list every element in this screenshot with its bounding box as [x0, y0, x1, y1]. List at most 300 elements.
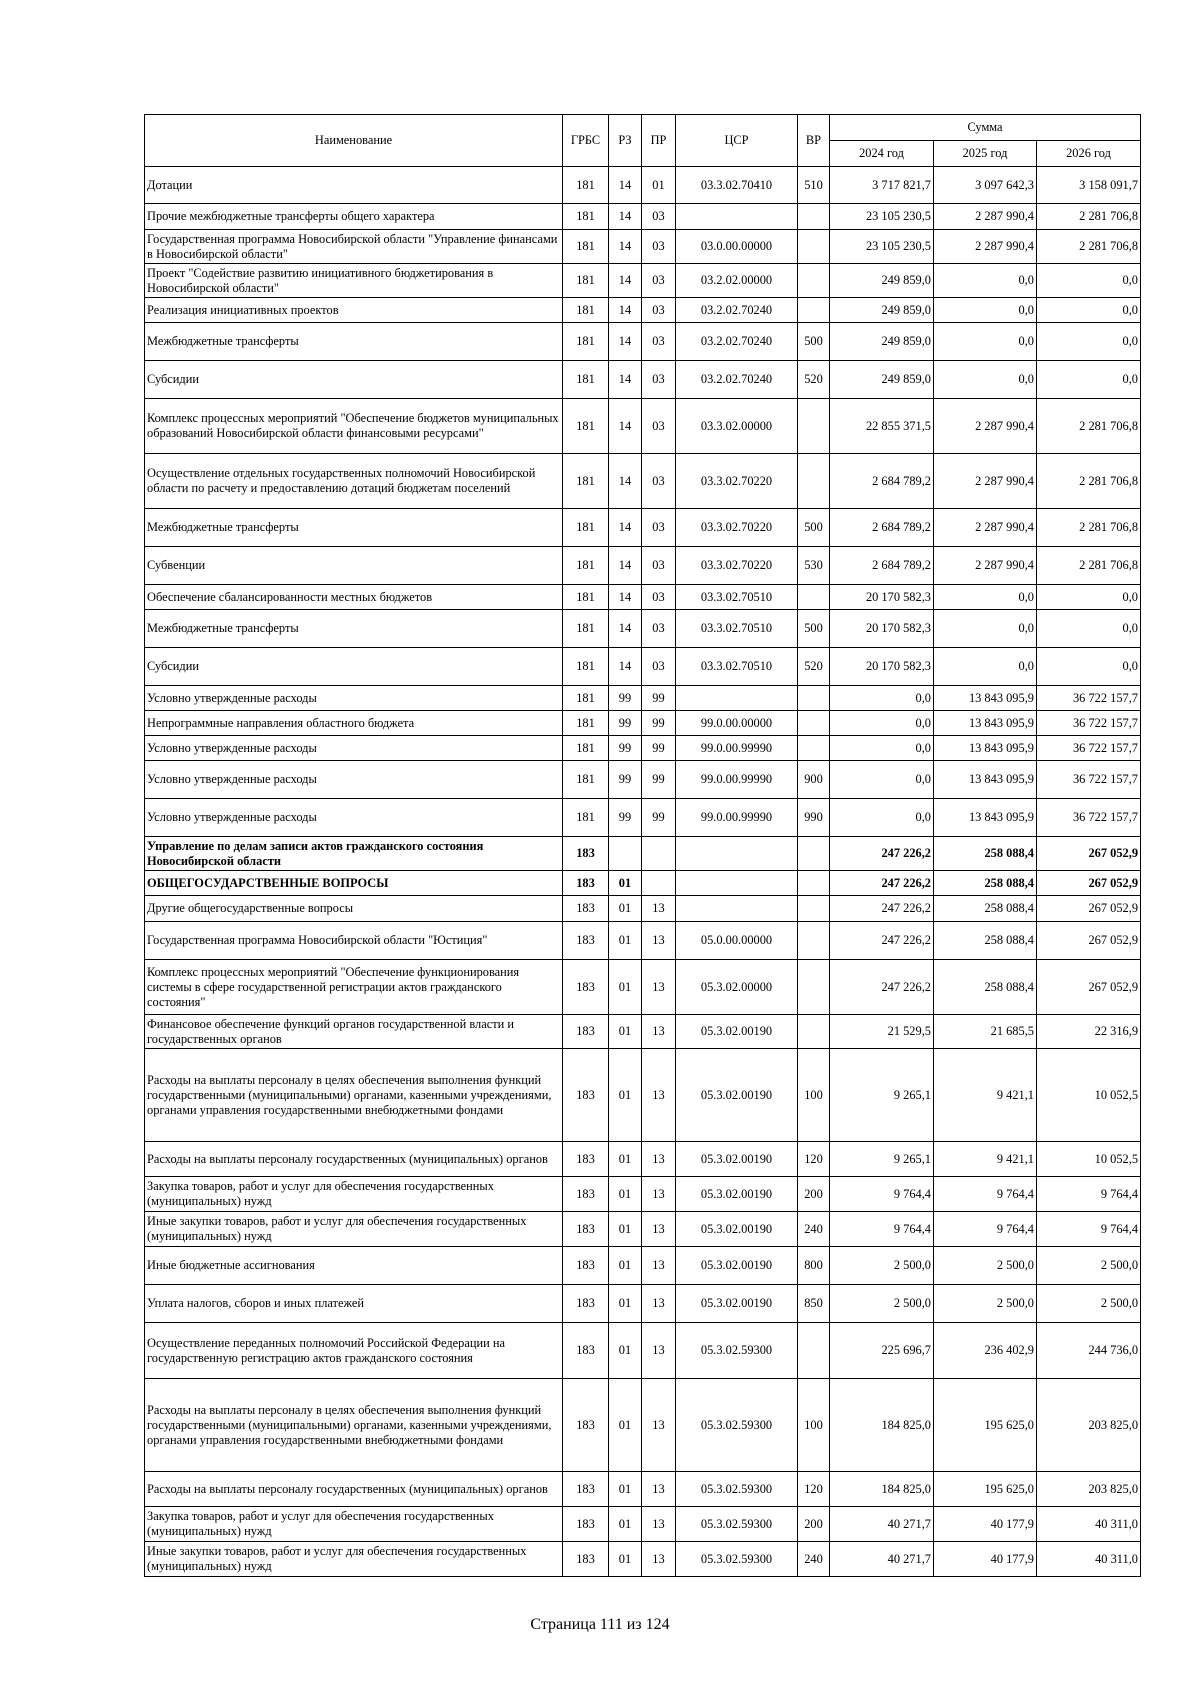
- cell-vr: [798, 896, 830, 922]
- cell-2026: 10 052,5: [1037, 1049, 1141, 1142]
- cell-grbs: 181: [563, 204, 609, 230]
- cell-2026: 36 722 157,7: [1037, 711, 1141, 736]
- table-row: [145, 1247, 1141, 1285]
- cell-vr: 990: [798, 799, 830, 837]
- cell-grbs: 181: [563, 361, 609, 399]
- cell-2026: 36 722 157,7: [1037, 799, 1141, 837]
- cell-2024: 20 170 582,3: [830, 585, 934, 610]
- cell-vr: [798, 454, 830, 509]
- cell-rz: 14: [609, 585, 642, 610]
- cell-grbs: 183: [563, 1212, 609, 1247]
- cell-name: ОБЩЕГОСУДАРСТВЕННЫЕ ВОПРОСЫ: [145, 871, 563, 896]
- cell-2024: 249 859,0: [830, 361, 934, 399]
- table-row: [145, 399, 1141, 454]
- cell-2024: 2 684 789,2: [830, 509, 934, 547]
- cell-vr: 500: [798, 323, 830, 361]
- cell-name: Государственная программа Новосибирской области "Юстиция": [145, 922, 563, 960]
- cell-name: Осуществление переданных полномочий Российской Федерации на государственную регистрацию актов гражданского состояния: [145, 1323, 563, 1379]
- cell-2026: 2 281 706,8: [1037, 509, 1141, 547]
- cell-rz: 01: [609, 1015, 642, 1049]
- cell-grbs: 181: [563, 454, 609, 509]
- cell-pr: 03: [642, 648, 676, 686]
- cell-2026: 203 825,0: [1037, 1472, 1141, 1507]
- cell-rz: 99: [609, 761, 642, 799]
- cell-2024: 20 170 582,3: [830, 610, 934, 648]
- cell-2025: 40 177,9: [934, 1507, 1037, 1542]
- cell-2025: 2 287 990,4: [934, 204, 1037, 230]
- cell-pr: 99: [642, 761, 676, 799]
- table-row: [145, 1379, 1141, 1472]
- cell-name: Иные бюджетные ассигнования: [145, 1247, 563, 1285]
- cell-vr: 500: [798, 610, 830, 648]
- cell-vr: [798, 399, 830, 454]
- cell-2024: 184 825,0: [830, 1472, 934, 1507]
- cell-pr: 03: [642, 298, 676, 323]
- cell-vr: [798, 264, 830, 298]
- cell-vr: [798, 298, 830, 323]
- cell-2026: 0,0: [1037, 610, 1141, 648]
- cell-2025: 2 287 990,4: [934, 547, 1037, 585]
- cell-grbs: 181: [563, 323, 609, 361]
- cell-name: Условно утвержденные расходы: [145, 761, 563, 799]
- cell-2025: 3 097 642,3: [934, 167, 1037, 204]
- cell-2026: 3 158 091,7: [1037, 167, 1141, 204]
- table-row: [145, 610, 1141, 648]
- cell-pr: 03: [642, 585, 676, 610]
- cell-csr: 03.2.02.70240: [676, 361, 798, 399]
- cell-vr: 530: [798, 547, 830, 585]
- cell-2026: 40 311,0: [1037, 1507, 1141, 1542]
- cell-pr: 03: [642, 323, 676, 361]
- cell-csr: 05.3.02.59300: [676, 1507, 798, 1542]
- cell-2025: 13 843 095,9: [934, 799, 1037, 837]
- cell-name: Прочие межбюджетные трансферты общего характера: [145, 204, 563, 230]
- cell-pr: 13: [642, 1542, 676, 1577]
- cell-2025: 0,0: [934, 361, 1037, 399]
- cell-2026: 244 736,0: [1037, 1323, 1141, 1379]
- cell-grbs: 183: [563, 960, 609, 1015]
- cell-2024: 40 271,7: [830, 1507, 934, 1542]
- cell-2024: 247 226,2: [830, 960, 934, 1015]
- cell-csr: 05.3.02.00190: [676, 1285, 798, 1323]
- cell-name: Комплекс процессных мероприятий "Обеспечение функционирования системы в сфере государственной регистрации актов гражданского состояния": [145, 960, 563, 1015]
- table-row: [145, 1542, 1141, 1577]
- cell-rz: 14: [609, 298, 642, 323]
- cell-vr: [798, 1323, 830, 1379]
- cell-pr: 03: [642, 264, 676, 298]
- cell-vr: 200: [798, 1507, 830, 1542]
- cell-2025: 2 500,0: [934, 1247, 1037, 1285]
- cell-grbs: 183: [563, 1379, 609, 1472]
- cell-name: Субсидии: [145, 361, 563, 399]
- cell-csr: 05.3.02.59300: [676, 1472, 798, 1507]
- cell-pr: 13: [642, 1285, 676, 1323]
- cell-csr: 05.0.00.00000: [676, 922, 798, 960]
- cell-2026: 36 722 157,7: [1037, 736, 1141, 761]
- cell-2024: 247 226,2: [830, 896, 934, 922]
- cell-2026: 9 764,4: [1037, 1177, 1141, 1212]
- cell-2025: 9 421,1: [934, 1142, 1037, 1177]
- cell-vr: [798, 871, 830, 896]
- cell-csr: [676, 896, 798, 922]
- cell-2026: 36 722 157,7: [1037, 686, 1141, 711]
- cell-vr: 120: [798, 1472, 830, 1507]
- cell-name: Обеспечение сбалансированности местных бюджетов: [145, 585, 563, 610]
- cell-pr: 13: [642, 1015, 676, 1049]
- cell-name: Закупка товаров, работ и услуг для обеспечения государственных (муниципальных) нужд: [145, 1507, 563, 1542]
- cell-csr: 05.3.02.59300: [676, 1379, 798, 1472]
- cell-grbs: 181: [563, 711, 609, 736]
- table-row: [145, 1015, 1141, 1049]
- cell-rz: 01: [609, 1247, 642, 1285]
- cell-rz: 01: [609, 1212, 642, 1247]
- cell-rz: 99: [609, 711, 642, 736]
- cell-pr: 99: [642, 736, 676, 761]
- cell-rz: 01: [609, 1285, 642, 1323]
- cell-grbs: 181: [563, 230, 609, 264]
- cell-grbs: 183: [563, 1323, 609, 1379]
- cell-2026: 2 281 706,8: [1037, 399, 1141, 454]
- cell-2024: 247 226,2: [830, 871, 934, 896]
- cell-csr: 03.2.02.70240: [676, 323, 798, 361]
- table-row: [145, 323, 1141, 361]
- cell-vr: 120: [798, 1142, 830, 1177]
- cell-name: Другие общегосударственные вопросы: [145, 896, 563, 922]
- cell-vr: 240: [798, 1212, 830, 1247]
- cell-2025: 9 764,4: [934, 1212, 1037, 1247]
- cell-2026: 267 052,9: [1037, 896, 1141, 922]
- table-row: [145, 547, 1141, 585]
- cell-grbs: 183: [563, 1542, 609, 1577]
- cell-rz: 14: [609, 361, 642, 399]
- cell-pr: 03: [642, 547, 676, 585]
- cell-2025: 2 287 990,4: [934, 509, 1037, 547]
- cell-2025: 258 088,4: [934, 896, 1037, 922]
- cell-vr: [798, 204, 830, 230]
- table-row: [145, 736, 1141, 761]
- page-number: Страница 111 из 124: [530, 1616, 670, 1633]
- cell-2025: 21 685,5: [934, 1015, 1037, 1049]
- cell-rz: 01: [609, 1542, 642, 1577]
- cell-2025: 0,0: [934, 298, 1037, 323]
- table-row: [145, 1507, 1141, 1542]
- header-rz: РЗ: [609, 115, 642, 167]
- cell-grbs: 183: [563, 1049, 609, 1142]
- cell-rz: 14: [609, 204, 642, 230]
- cell-pr: 13: [642, 1049, 676, 1142]
- cell-name: Условно утвержденные расходы: [145, 799, 563, 837]
- table-row: [145, 871, 1141, 896]
- cell-2025: 2 287 990,4: [934, 454, 1037, 509]
- cell-pr: 13: [642, 1323, 676, 1379]
- cell-pr: 13: [642, 896, 676, 922]
- cell-name: Субсидии: [145, 648, 563, 686]
- cell-name: Субвенции: [145, 547, 563, 585]
- cell-rz: 01: [609, 1472, 642, 1507]
- table-row: [145, 1212, 1141, 1247]
- cell-2026: 2 500,0: [1037, 1285, 1141, 1323]
- table-row: [145, 361, 1141, 399]
- cell-pr: 13: [642, 922, 676, 960]
- cell-pr: [642, 871, 676, 896]
- cell-rz: [609, 837, 642, 871]
- cell-pr: 03: [642, 230, 676, 264]
- cell-vr: [798, 1015, 830, 1049]
- cell-name: Государственная программа Новосибирской области "Управление финансами в Новосибирской области": [145, 230, 563, 264]
- cell-rz: 14: [609, 264, 642, 298]
- cell-2024: 2 500,0: [830, 1285, 934, 1323]
- cell-grbs: 181: [563, 264, 609, 298]
- cell-grbs: 183: [563, 871, 609, 896]
- cell-rz: 01: [609, 1177, 642, 1212]
- cell-name: Иные закупки товаров, работ и услуг для обеспечения государственных (муниципальных) нужд: [145, 1542, 563, 1577]
- cell-csr: 05.3.02.00190: [676, 1247, 798, 1285]
- table-row: [145, 922, 1141, 960]
- cell-csr: 03.3.02.70220: [676, 454, 798, 509]
- table-row: [145, 264, 1141, 298]
- cell-vr: 850: [798, 1285, 830, 1323]
- cell-2025: 2 500,0: [934, 1285, 1037, 1323]
- cell-csr: 05.3.02.59300: [676, 1323, 798, 1379]
- cell-rz: 01: [609, 1379, 642, 1472]
- cell-2026: 10 052,5: [1037, 1142, 1141, 1177]
- cell-grbs: 181: [563, 736, 609, 761]
- cell-pr: 03: [642, 509, 676, 547]
- cell-vr: [798, 711, 830, 736]
- table-row: [145, 1472, 1141, 1507]
- cell-name: Непрограммные направления областного бюджета: [145, 711, 563, 736]
- cell-pr: 03: [642, 454, 676, 509]
- cell-vr: [798, 230, 830, 264]
- cell-2024: 21 529,5: [830, 1015, 934, 1049]
- cell-2026: 0,0: [1037, 298, 1141, 323]
- cell-rz: 99: [609, 736, 642, 761]
- cell-grbs: 181: [563, 547, 609, 585]
- cell-grbs: 183: [563, 1015, 609, 1049]
- cell-rz: 01: [609, 896, 642, 922]
- cell-2025: 0,0: [934, 610, 1037, 648]
- table-row: [145, 1142, 1141, 1177]
- cell-pr: 13: [642, 1472, 676, 1507]
- cell-vr: 200: [798, 1177, 830, 1212]
- cell-2025: 0,0: [934, 323, 1037, 361]
- cell-2025: 9 764,4: [934, 1177, 1037, 1212]
- cell-2025: 195 625,0: [934, 1379, 1037, 1472]
- table-row: [145, 167, 1141, 204]
- cell-2024: 20 170 582,3: [830, 648, 934, 686]
- cell-2024: 9 265,1: [830, 1142, 934, 1177]
- cell-2026: 2 281 706,8: [1037, 547, 1141, 585]
- budget-table-page: [144, 114, 1140, 1577]
- cell-name: Дотации: [145, 167, 563, 204]
- cell-2024: 23 105 230,5: [830, 204, 934, 230]
- cell-2026: 0,0: [1037, 264, 1141, 298]
- cell-name: Межбюджетные трансферты: [145, 323, 563, 361]
- cell-2026: 2 281 706,8: [1037, 204, 1141, 230]
- cell-rz: 14: [609, 167, 642, 204]
- cell-pr: 03: [642, 204, 676, 230]
- cell-name: Межбюджетные трансферты: [145, 509, 563, 547]
- cell-name: Финансовое обеспечение функций органов государственной власти и государственных органов: [145, 1015, 563, 1049]
- cell-2024: 3 717 821,7: [830, 167, 934, 204]
- cell-rz: 14: [609, 547, 642, 585]
- cell-csr: 05.3.02.00190: [676, 1177, 798, 1212]
- cell-2025: 13 843 095,9: [934, 736, 1037, 761]
- cell-csr: 05.3.02.00190: [676, 1212, 798, 1247]
- cell-rz: 01: [609, 1323, 642, 1379]
- header-sum: Сумма: [830, 115, 1141, 141]
- cell-csr: 99.0.00.00000: [676, 711, 798, 736]
- cell-2024: 0,0: [830, 711, 934, 736]
- cell-name: Расходы на выплаты персоналу государственных (муниципальных) органов: [145, 1142, 563, 1177]
- cell-rz: 14: [609, 399, 642, 454]
- cell-name: Проект "Содействие развитию инициативного бюджетирования в Новосибирской области": [145, 264, 563, 298]
- cell-2026: 2 500,0: [1037, 1247, 1141, 1285]
- cell-csr: 05.3.02.59300: [676, 1542, 798, 1577]
- cell-grbs: 181: [563, 509, 609, 547]
- cell-vr: [798, 585, 830, 610]
- cell-csr: 05.3.02.00190: [676, 1049, 798, 1142]
- cell-pr: 99: [642, 799, 676, 837]
- cell-name: Реализация инициативных проектов: [145, 298, 563, 323]
- cell-vr: 900: [798, 761, 830, 799]
- cell-vr: 100: [798, 1379, 830, 1472]
- cell-2024: 2 500,0: [830, 1247, 934, 1285]
- table-row: [145, 648, 1141, 686]
- cell-grbs: 183: [563, 837, 609, 871]
- table-row: [145, 1323, 1141, 1379]
- cell-csr: 03.3.02.70510: [676, 648, 798, 686]
- header-name: Наименование: [145, 115, 563, 167]
- cell-2026: 267 052,9: [1037, 922, 1141, 960]
- cell-2024: 0,0: [830, 736, 934, 761]
- cell-csr: 03.3.02.70220: [676, 509, 798, 547]
- table-row: [145, 837, 1141, 871]
- cell-grbs: 181: [563, 610, 609, 648]
- cell-vr: 500: [798, 509, 830, 547]
- cell-rz: 01: [609, 922, 642, 960]
- cell-grbs: 181: [563, 648, 609, 686]
- cell-2026: 2 281 706,8: [1037, 454, 1141, 509]
- cell-2026: 0,0: [1037, 585, 1141, 610]
- cell-2025: 9 421,1: [934, 1049, 1037, 1142]
- cell-rz: 14: [609, 323, 642, 361]
- cell-grbs: 183: [563, 922, 609, 960]
- cell-grbs: 183: [563, 1142, 609, 1177]
- cell-vr: [798, 960, 830, 1015]
- table-row: [145, 509, 1141, 547]
- cell-csr: [676, 871, 798, 896]
- cell-rz: 01: [609, 1507, 642, 1542]
- cell-pr: 13: [642, 1177, 676, 1212]
- cell-pr: 03: [642, 361, 676, 399]
- cell-2024: 247 226,2: [830, 837, 934, 871]
- cell-grbs: 183: [563, 1472, 609, 1507]
- cell-csr: 03.0.00.00000: [676, 230, 798, 264]
- cell-csr: [676, 837, 798, 871]
- cell-grbs: 183: [563, 1285, 609, 1323]
- cell-vr: 520: [798, 361, 830, 399]
- cell-grbs: 183: [563, 896, 609, 922]
- table-row: [145, 1285, 1141, 1323]
- cell-name: Управление по делам записи актов гражданского состояния Новосибирской области: [145, 837, 563, 871]
- cell-pr: 13: [642, 1507, 676, 1542]
- cell-grbs: 181: [563, 399, 609, 454]
- cell-pr: [642, 837, 676, 871]
- cell-grbs: 181: [563, 761, 609, 799]
- cell-2024: 225 696,7: [830, 1323, 934, 1379]
- header-year-2025: 2025 год: [934, 141, 1037, 167]
- cell-2024: 9 764,4: [830, 1177, 934, 1212]
- cell-name: Иные закупки товаров, работ и услуг для обеспечения государственных (муниципальных) нужд: [145, 1212, 563, 1247]
- cell-2024: 249 859,0: [830, 298, 934, 323]
- cell-pr: 13: [642, 1379, 676, 1472]
- cell-2024: 247 226,2: [830, 922, 934, 960]
- budget-table: [144, 114, 1141, 1577]
- cell-2024: 249 859,0: [830, 264, 934, 298]
- header-vr: ВР: [798, 115, 830, 167]
- cell-name: Межбюджетные трансферты: [145, 610, 563, 648]
- table-row: [145, 761, 1141, 799]
- cell-2025: 13 843 095,9: [934, 711, 1037, 736]
- cell-2026: 0,0: [1037, 323, 1141, 361]
- cell-name: Условно утвержденные расходы: [145, 686, 563, 711]
- cell-pr: 99: [642, 711, 676, 736]
- cell-2025: 0,0: [934, 585, 1037, 610]
- cell-csr: 05.3.02.00000: [676, 960, 798, 1015]
- cell-rz: 14: [609, 509, 642, 547]
- cell-grbs: 181: [563, 686, 609, 711]
- cell-name: Осуществление отдельных государственных полномочий Новосибирской области по расчету и предоставлению дотаций бюджетам поселений: [145, 454, 563, 509]
- cell-grbs: 181: [563, 799, 609, 837]
- cell-vr: [798, 686, 830, 711]
- cell-csr: 99.0.00.99990: [676, 761, 798, 799]
- cell-vr: 240: [798, 1542, 830, 1577]
- cell-csr: 03.3.02.70220: [676, 547, 798, 585]
- cell-2026: 267 052,9: [1037, 837, 1141, 871]
- cell-rz: 14: [609, 610, 642, 648]
- cell-rz: 14: [609, 648, 642, 686]
- cell-name: Комплекс процессных мероприятий "Обеспечение бюджетов муниципальных образований Новосибирской области финансовыми ресурсами": [145, 399, 563, 454]
- cell-csr: 03.3.02.00000: [676, 399, 798, 454]
- cell-vr: 510: [798, 167, 830, 204]
- cell-csr: 05.3.02.00190: [676, 1142, 798, 1177]
- cell-vr: [798, 837, 830, 871]
- cell-csr: 05.3.02.00190: [676, 1015, 798, 1049]
- table-row: [145, 1049, 1141, 1142]
- header-year-2024: 2024 год: [830, 141, 934, 167]
- table-row: [145, 711, 1141, 736]
- cell-2025: 40 177,9: [934, 1542, 1037, 1577]
- cell-name: Расходы на выплаты персоналу государственных (муниципальных) органов: [145, 1472, 563, 1507]
- cell-vr: 100: [798, 1049, 830, 1142]
- cell-2024: 23 105 230,5: [830, 230, 934, 264]
- table-row: [145, 454, 1141, 509]
- cell-grbs: 183: [563, 1507, 609, 1542]
- table-row: [145, 896, 1141, 922]
- header-year-2026: 2026 год: [1037, 141, 1141, 167]
- cell-2024: 249 859,0: [830, 323, 934, 361]
- table-body: [145, 167, 1141, 1577]
- cell-name: Условно утвержденные расходы: [145, 736, 563, 761]
- table-row: [145, 1177, 1141, 1212]
- cell-csr: [676, 686, 798, 711]
- table-row: [145, 230, 1141, 264]
- cell-rz: 14: [609, 454, 642, 509]
- cell-2025: 258 088,4: [934, 837, 1037, 871]
- cell-vr: [798, 736, 830, 761]
- table-row: [145, 799, 1141, 837]
